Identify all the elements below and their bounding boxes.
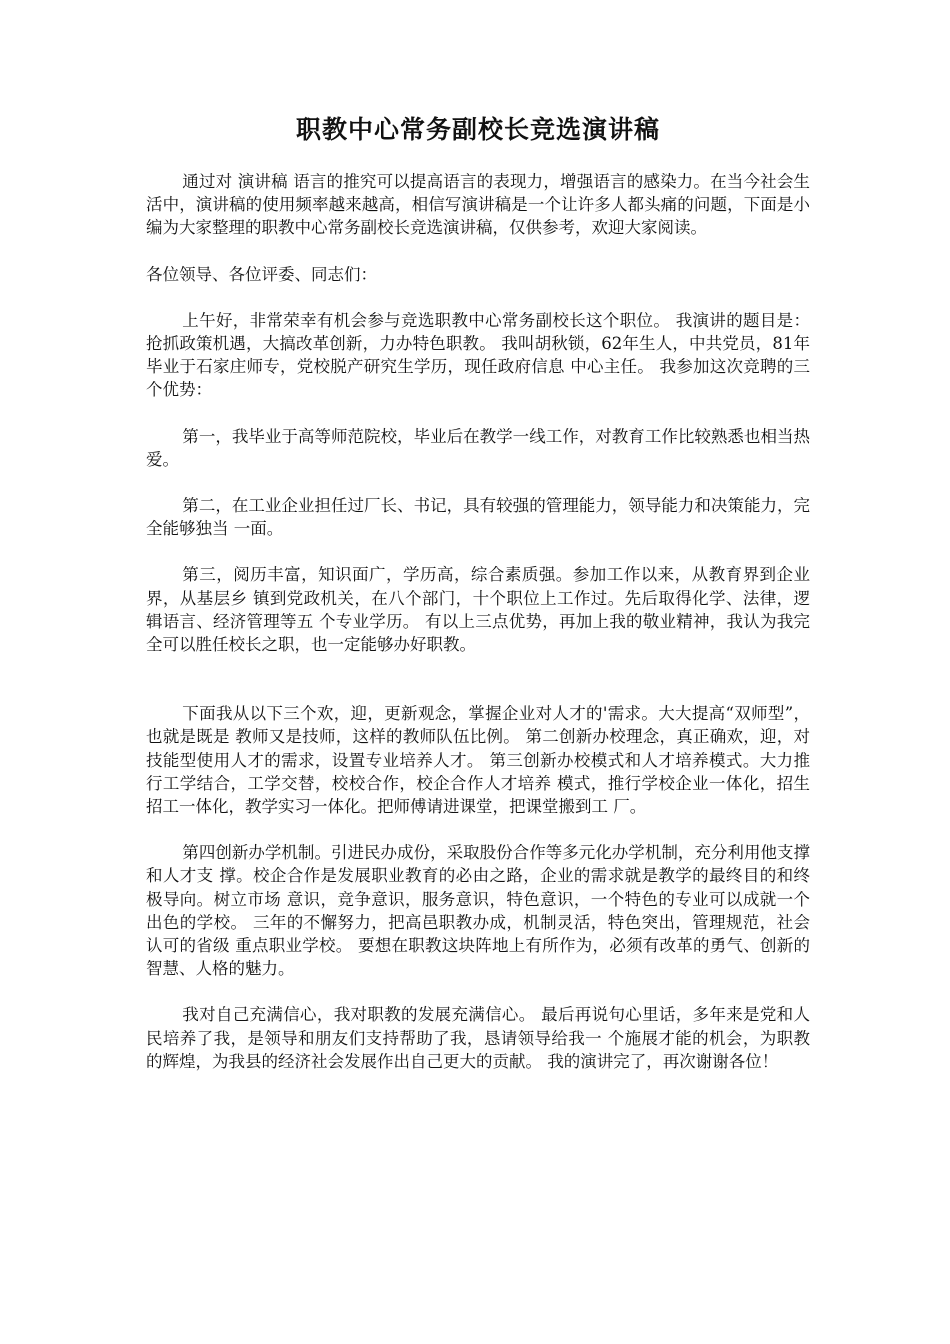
body-paragraph-2: 第一，我毕业于高等师范院校，毕业后在教学一线工作，对教育工作比较熟悉也相当热爱。 [146,426,810,469]
document-page [146,112,810,1096]
body-paragraph-5: 下面我从以下三个欢，迎，更新观念，掌握企业对人才的'需求。大大提高“双师型”，也就是既是 教师又是技师，这样的教师队伍比例。 第二创新办校理念，真正确欢，迎，对技能型使用人才的需求，设置专业培养人才。 第三创新办校模式和人才培养模式。大力推行工学结合，工学交替，校校合作，校企合作人才培养 模式，推行学校企业一体化，招生招工一体化，教学实习一体化。把师傅请进课堂，把课堂搬到工 厂。 [146,704,810,817]
body-paragraph-4: 第三，阅历丰富，知识面广，学历高，综合素质强。参加工作以来，从教育界到企业界，从基层乡 镇到党政机关，在八个部门，十个职位上工作过。先后取得化学、法律，逻辑语言、经济管理等五 个专业学历。 有以上三点优势，再加上我的敬业精神，我认为我完全可以胜任校长之职，也一定能够办好职教。 [146,565,810,655]
intro-paragraph: 通过对 演讲稿 语言的推究可以提高语言的表现力，增强语言的感染力。在当今社会生活中，演讲稿的使用频率越来越高，相信写演讲稿是一个让许多人都头痛的问题，下面是小编为大家整理的职教中心常务副校长竞选演讲稿，仅供参考，欢迎大家阅读。 [146,172,810,238]
salutation: 各位领导、各位评委、同志们： [146,264,377,284]
body-paragraph-3: 第二，在工业企业担任过厂长、书记，具有较强的管理能力，领导能力和决策能力，完全能够独当 一面。 [146,496,810,539]
body-paragraph-7: 我对自己充满信心，我对职教的发展充满信心。 最后再说句心里话，多年来是党和人民培养了我，是领导和朋友们支持帮助了我，恳请领导给我一 个施展才能的机会，为职教的辉煌，为我县的经济社会发展作出自己更大的贡献。 我的演讲完了，再次谢谢各位！ [146,1005,810,1071]
body-paragraph-1: 上午好，非常荣幸有机会参与竞选职教中心常务副校长这个职位。 我演讲的题目是：抢抓政策机遇，大搞改革创新，力办特色职教。 我叫胡秋锁，62年生人，中共党员，81年毕业于石家庄师专，党校脱产研究生学历，现任政府信息 中心主任。 我参加这次竞聘的三个优势： [146,310,810,400]
document-title: 职教中心常务副校长竞选演讲稿 [295,115,660,144]
body-paragraph-6: 第四创新办学机制。引进民办成份，采取股份合作等多元化办学机制，充分利用他支撑和人才支 撑。校企合作是发展职业教育的必由之路，企业的需求就是教学的最终目的和终极导向。树立市场 意识，竞争意识，服务意识，特色意识，一个特色的专业可以成就一个出色的学校。 三年的不懈努力，把高邑职教办成，机制灵活，特色突出，管理规范，社会认可的省级 重点职业学校。 要想在职教这块阵地上有所作为，必须有改革的勇气、创新的智慧、人格的魅力。 [146,843,810,979]
